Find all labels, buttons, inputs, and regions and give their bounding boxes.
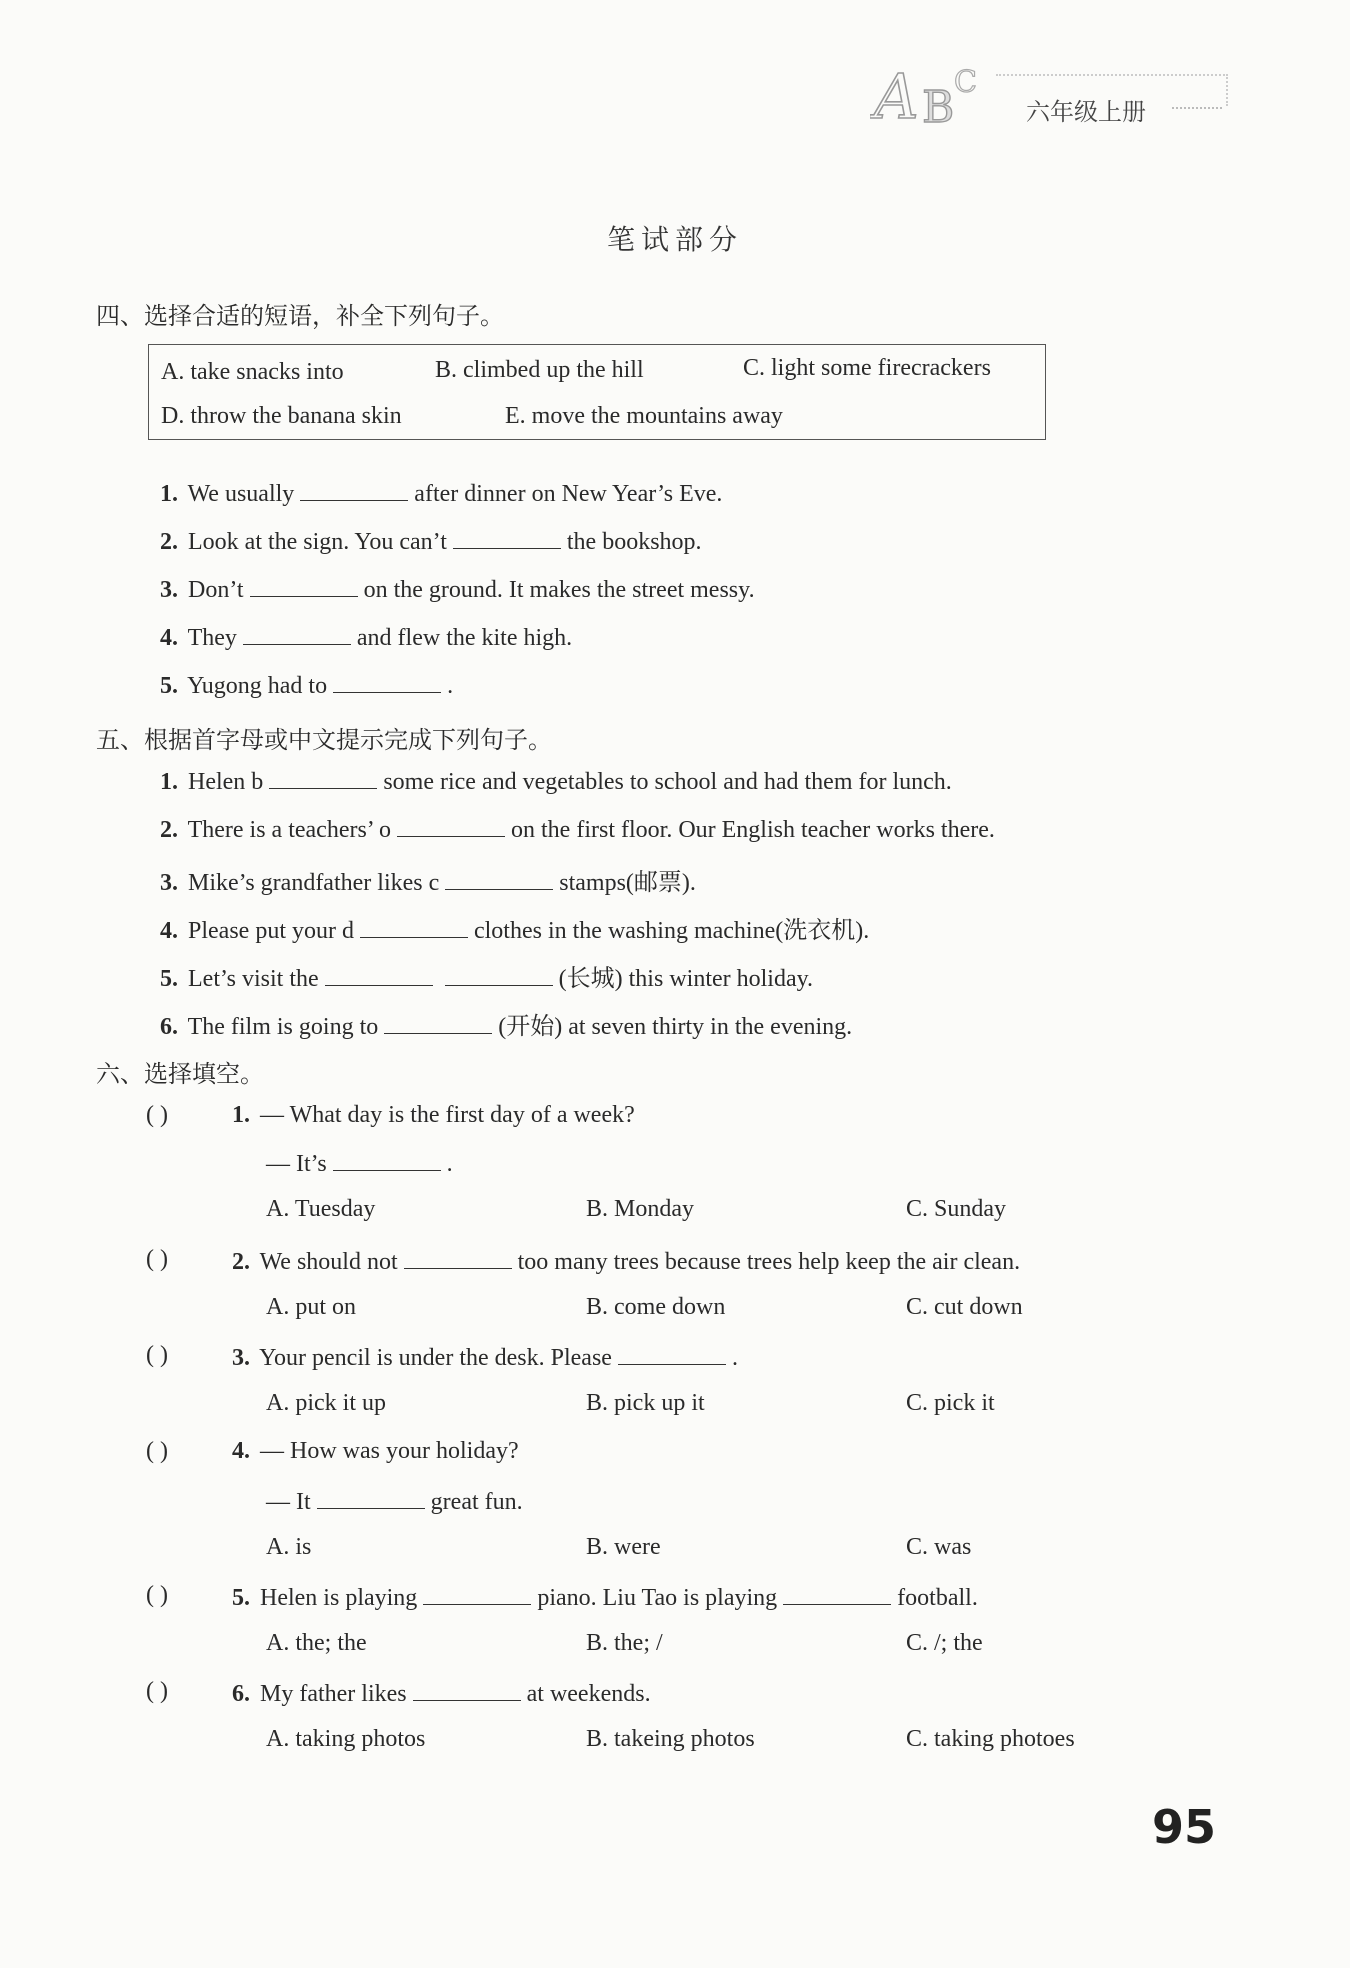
part4-item: 3. Don’t on the ground. It makes the street messy. <box>160 574 755 604</box>
question-stem: 4. — How was your holiday? <box>232 1438 519 1464</box>
part4-item: 1. We usually after dinner on New Year’s Eve. <box>160 478 722 508</box>
phrase-option: A. take snacks into <box>161 359 344 385</box>
option-c[interactable]: C. taking photoes <box>906 1726 1075 1752</box>
answer-paren[interactable]: ( ) <box>146 1678 168 1704</box>
answer-blank[interactable] <box>333 1148 441 1171</box>
option-b[interactable]: B. Monday <box>586 1196 694 1222</box>
answer-blank[interactable] <box>333 670 441 693</box>
option-a[interactable]: A. the; the <box>266 1630 367 1656</box>
answer-blank[interactable] <box>445 867 553 890</box>
option-a[interactable]: A. is <box>266 1534 312 1560</box>
answer-blank[interactable] <box>413 1678 521 1701</box>
option-a[interactable]: A. Tuesday <box>266 1196 376 1222</box>
option-b[interactable]: B. come down <box>586 1294 726 1320</box>
phrase-box <box>148 344 1046 440</box>
option-c[interactable]: C. /; the <box>906 1630 983 1656</box>
answer-paren[interactable]: ( ) <box>146 1342 168 1368</box>
part4-item: 4. They and flew the kite high. <box>160 622 572 652</box>
answer-blank[interactable] <box>300 478 408 501</box>
answer-paren[interactable]: ( ) <box>146 1246 168 1272</box>
option-b[interactable]: B. the; / <box>586 1630 663 1656</box>
answer-blank[interactable] <box>325 963 433 986</box>
question-stem: 2. We should not too many trees because trees help keep the air clean. <box>232 1246 1020 1276</box>
phrase-option: B. climbed up the hill <box>435 357 644 383</box>
part5-item: 5. Let’s visit the (长城) this winter holiday. <box>160 958 813 993</box>
question-stem: 5. Helen is playing piano. Liu Tao is playing football. <box>232 1582 978 1612</box>
part6-title: 六、选择填空。 <box>96 1060 264 1088</box>
option-a[interactable]: A. put on <box>266 1294 356 1320</box>
option-c[interactable]: C. cut down <box>906 1294 1023 1320</box>
answer-blank[interactable] <box>618 1342 726 1365</box>
answer-blank[interactable] <box>397 814 505 837</box>
part5-item: 3. Mike’s grandfather likes c stamps(邮票). <box>160 862 696 897</box>
section-heading: 笔试部分 <box>606 223 743 256</box>
answer-paren[interactable]: ( ) <box>146 1102 168 1128</box>
page-number: 95 <box>1152 1800 1217 1854</box>
answer-paren[interactable]: ( ) <box>146 1582 168 1608</box>
answer-blank[interactable] <box>317 1486 425 1509</box>
svg-text:A: A <box>874 60 919 130</box>
svg-text:C: C <box>954 65 977 100</box>
question-stem: 1. — What day is the first day of a week? <box>232 1102 635 1128</box>
part5-item: 1. Helen b some rice and vegetables to school and had them for lunch. <box>160 766 952 796</box>
option-b[interactable]: B. were <box>586 1534 661 1560</box>
part4-item: 5. Yugong had to . <box>160 670 453 700</box>
answer-blank[interactable] <box>269 766 377 789</box>
option-c[interactable]: C. was <box>906 1534 972 1560</box>
answer-blank[interactable] <box>243 622 351 645</box>
question-stem: 6. My father likes at weekends. <box>232 1678 651 1708</box>
header-dots <box>1172 107 1222 109</box>
option-a[interactable]: A. taking photos <box>266 1726 426 1752</box>
part5-title: 五、根据首字母或中文提示完成下列句子。 <box>96 726 552 754</box>
question-response: — It’s . <box>266 1148 453 1178</box>
phrase-option: E. move the mountains away <box>505 403 783 429</box>
svg-text:B: B <box>922 82 955 130</box>
option-b[interactable]: B. takeing photos <box>586 1726 755 1752</box>
part5-item: 6. The film is going to (开始) at seven thirty in the evening. <box>160 1006 852 1041</box>
answer-blank[interactable] <box>384 1011 492 1034</box>
option-a[interactable]: A. pick it up <box>266 1390 386 1416</box>
answer-blank[interactable] <box>360 915 468 938</box>
phrase-option: D. throw the banana skin <box>161 403 402 429</box>
part4-title: 四、选择合适的短语，补全下列句子。 <box>96 302 504 330</box>
answer-blank[interactable] <box>250 574 358 597</box>
part5-item: 2. There is a teachers’ o on the first floor. Our English teacher works there. <box>160 814 995 844</box>
answer-blank[interactable] <box>783 1582 891 1605</box>
answer-blank[interactable] <box>445 963 553 986</box>
option-b[interactable]: B. pick up it <box>586 1390 705 1416</box>
phrase-option: C. light some firecrackers <box>743 355 991 381</box>
option-c[interactable]: C. pick it <box>906 1390 995 1416</box>
answer-blank[interactable] <box>404 1246 512 1269</box>
grade-label: 六年级上册 <box>1026 98 1146 126</box>
answer-blank[interactable] <box>423 1582 531 1605</box>
abc-logo-icon <box>870 52 990 130</box>
answer-blank[interactable] <box>453 526 561 549</box>
part5-item: 4. Please put your d clothes in the washing machine(洗衣机). <box>160 910 869 945</box>
question-response: — It great fun. <box>266 1486 523 1516</box>
question-stem: 3. Your pencil is under the desk. Please . <box>232 1342 738 1372</box>
option-c[interactable]: C. Sunday <box>906 1196 1007 1222</box>
part4-item: 2. Look at the sign. You can’t the bookshop. <box>160 526 702 556</box>
answer-paren[interactable]: ( ) <box>146 1438 168 1464</box>
